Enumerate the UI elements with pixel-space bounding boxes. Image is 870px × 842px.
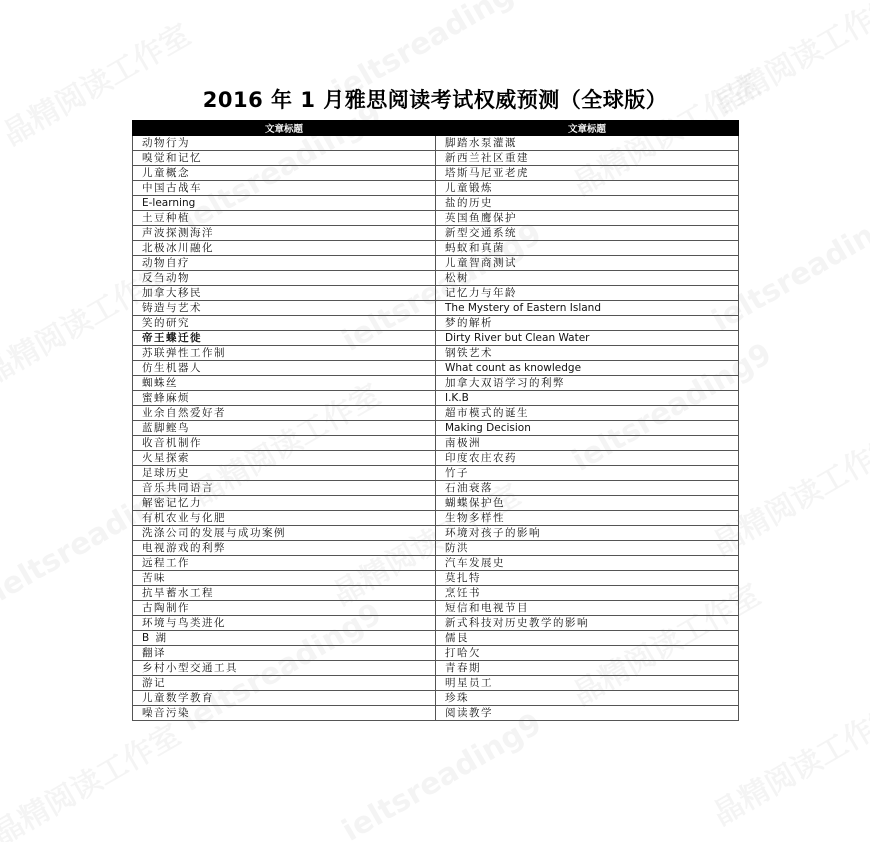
article-title-left: 嗅觉和记忆	[133, 151, 436, 166]
article-title-left: 抗旱蓄水工程	[133, 586, 436, 601]
article-title-left: 火星探索	[133, 451, 436, 466]
article-title-left: 噪音污染	[133, 706, 436, 721]
table-row	[133, 511, 739, 526]
article-title-left: 翻译	[133, 646, 436, 661]
article-title-right: 儿童锻炼	[436, 181, 739, 196]
article-title-right: 新西兰社区重建	[436, 151, 739, 166]
table-row	[133, 706, 739, 721]
table-row	[133, 556, 739, 571]
article-title-left: 有机农业与化肥	[133, 511, 436, 526]
table-row	[133, 436, 739, 451]
article-title-left: 动物自疗	[133, 256, 436, 271]
article-title-left: 加拿大移民	[133, 286, 436, 301]
article-title-left: E-learning	[133, 196, 436, 211]
table-row	[133, 136, 739, 151]
article-title-right: 明星员工	[436, 676, 739, 691]
article-title-right: Making Decision	[436, 421, 739, 436]
table-row	[133, 541, 739, 556]
article-title-left: 音乐共同语言	[133, 481, 436, 496]
table-row	[133, 481, 739, 496]
article-title-right: 阅读教学	[436, 706, 739, 721]
table-row	[133, 181, 739, 196]
article-title-left: 仿生机器人	[133, 361, 436, 376]
article-title-left: 游记	[133, 676, 436, 691]
column-header-right: 文章标题	[436, 121, 739, 136]
article-title-left: 蜜蜂麻烦	[133, 391, 436, 406]
article-title-left: 远程工作	[133, 556, 436, 571]
article-title-right: 短信和电视节目	[436, 601, 739, 616]
article-title-right: 梦的解析	[436, 316, 739, 331]
article-title-left: 儿童概念	[133, 166, 436, 181]
article-title-right: 印度农庄农药	[436, 451, 739, 466]
table-row	[133, 646, 739, 661]
table-row	[133, 316, 739, 331]
article-title-left: 土豆种植	[133, 211, 436, 226]
article-title-left: 铸造与艺术	[133, 301, 436, 316]
table-body	[133, 136, 739, 721]
column-header-left: 文章标题	[133, 121, 436, 136]
article-title-right: 生物多样性	[436, 511, 739, 526]
article-title-right: 烹饪书	[436, 586, 739, 601]
table-row	[133, 256, 739, 271]
article-title-left: 业余自然爱好者	[133, 406, 436, 421]
article-title-right: 南极洲	[436, 436, 739, 451]
table-row	[133, 271, 739, 286]
table-row	[133, 196, 739, 211]
table-row	[133, 571, 739, 586]
article-title-right: 脚踏水泵灌溉	[436, 136, 739, 151]
article-title-right: 儒艮	[436, 631, 739, 646]
article-title-right: 青春期	[436, 661, 739, 676]
article-title-right: 打哈欠	[436, 646, 739, 661]
table-row	[133, 691, 739, 706]
article-title-right: 环境对孩子的影响	[436, 526, 739, 541]
article-title-left: B 湖	[133, 631, 436, 646]
article-title-right: The Mystery of Eastern Island	[436, 301, 739, 316]
article-title-right: 莫扎特	[436, 571, 739, 586]
article-title-left: 帝王蝶迁徙	[133, 331, 436, 346]
article-title-right: 防洪	[436, 541, 739, 556]
table-row	[133, 406, 739, 421]
table-row	[133, 151, 739, 166]
article-title-right: 儿童智商测试	[436, 256, 739, 271]
table-row	[133, 586, 739, 601]
table-row	[133, 526, 739, 541]
table-row	[133, 496, 739, 511]
article-title-right: 松树	[436, 271, 739, 286]
table-row	[133, 421, 739, 436]
article-title-left: 足球历史	[133, 466, 436, 481]
article-title-left: 反刍动物	[133, 271, 436, 286]
table-header-row	[133, 121, 739, 136]
article-title-right: 新型交通系统	[436, 226, 739, 241]
table-row	[133, 226, 739, 241]
article-title-right: 汽车发展史	[436, 556, 739, 571]
table-row	[133, 301, 739, 316]
table-row	[133, 451, 739, 466]
article-title-left: 笑的研究	[133, 316, 436, 331]
table-row	[133, 361, 739, 376]
article-title-right: What count as knowledge	[436, 361, 739, 376]
table-row	[133, 631, 739, 646]
article-title-right: I.K.B	[436, 391, 739, 406]
article-title-left: 洗涤公司的发展与成功案例	[133, 526, 436, 541]
article-title-left: 电视游戏的利弊	[133, 541, 436, 556]
watermark-text	[336, 706, 547, 842]
article-title-left: 苏联弹性工作制	[133, 346, 436, 361]
watermark-text	[0, 710, 187, 842]
article-title-left: 动物行为	[133, 136, 436, 151]
article-title-right: 记忆力与年龄	[436, 286, 739, 301]
article-title-left: 蓝脚鲣鸟	[133, 421, 436, 436]
table-row	[133, 601, 739, 616]
article-table	[132, 120, 739, 721]
article-title-right: 英国鱼鹰保护	[436, 211, 739, 226]
article-title-left: 声波探测海洋	[133, 226, 436, 241]
article-title-left: 北极冰川融化	[133, 241, 436, 256]
article-title-right: 蝴蝶保护色	[436, 496, 739, 511]
article-title-right: Dirty River but Clean Water	[436, 331, 739, 346]
table-row	[133, 346, 739, 361]
table-row	[133, 166, 739, 181]
table-row	[133, 286, 739, 301]
article-title-left: 解密记忆力	[133, 496, 436, 511]
article-title-right: 竹子	[436, 466, 739, 481]
article-title-right: 钢铁艺术	[436, 346, 739, 361]
article-title-right: 超市模式的诞生	[436, 406, 739, 421]
article-title-left: 环境与鸟类进化	[133, 616, 436, 631]
table-row	[133, 391, 739, 406]
article-title-right: 塔斯马尼亚老虎	[436, 166, 739, 181]
table-row	[133, 331, 739, 346]
article-title-right: 加拿大双语学习的利弊	[436, 376, 739, 391]
table-row	[133, 676, 739, 691]
article-title-right: 盐的历史	[436, 196, 739, 211]
table-row	[133, 241, 739, 256]
article-title-left: 乡村小型交通工具	[133, 661, 436, 676]
document-title: 2016 年 1 月雅思阅读考试权威预测（全球版）	[202, 88, 668, 113]
article-title-left: 中国古战车	[133, 181, 436, 196]
article-title-left: 古陶制作	[133, 601, 436, 616]
article-title-right: 珍珠	[436, 691, 739, 706]
table-row	[133, 211, 739, 226]
article-title-left: 蜘蛛丝	[133, 376, 436, 391]
article-title-left: 收音机制作	[133, 436, 436, 451]
article-title-left: 儿童数学教育	[133, 691, 436, 706]
article-title-right: 石油衰落	[436, 481, 739, 496]
article-title-right: 新式科技对历史教学的影响	[436, 616, 739, 631]
table-row	[133, 376, 739, 391]
table-row	[133, 616, 739, 631]
article-title-right: 蚂蚁和真菌	[436, 241, 739, 256]
table-row	[133, 466, 739, 481]
article-title-left: 苦味	[133, 571, 436, 586]
table-row	[133, 661, 739, 676]
